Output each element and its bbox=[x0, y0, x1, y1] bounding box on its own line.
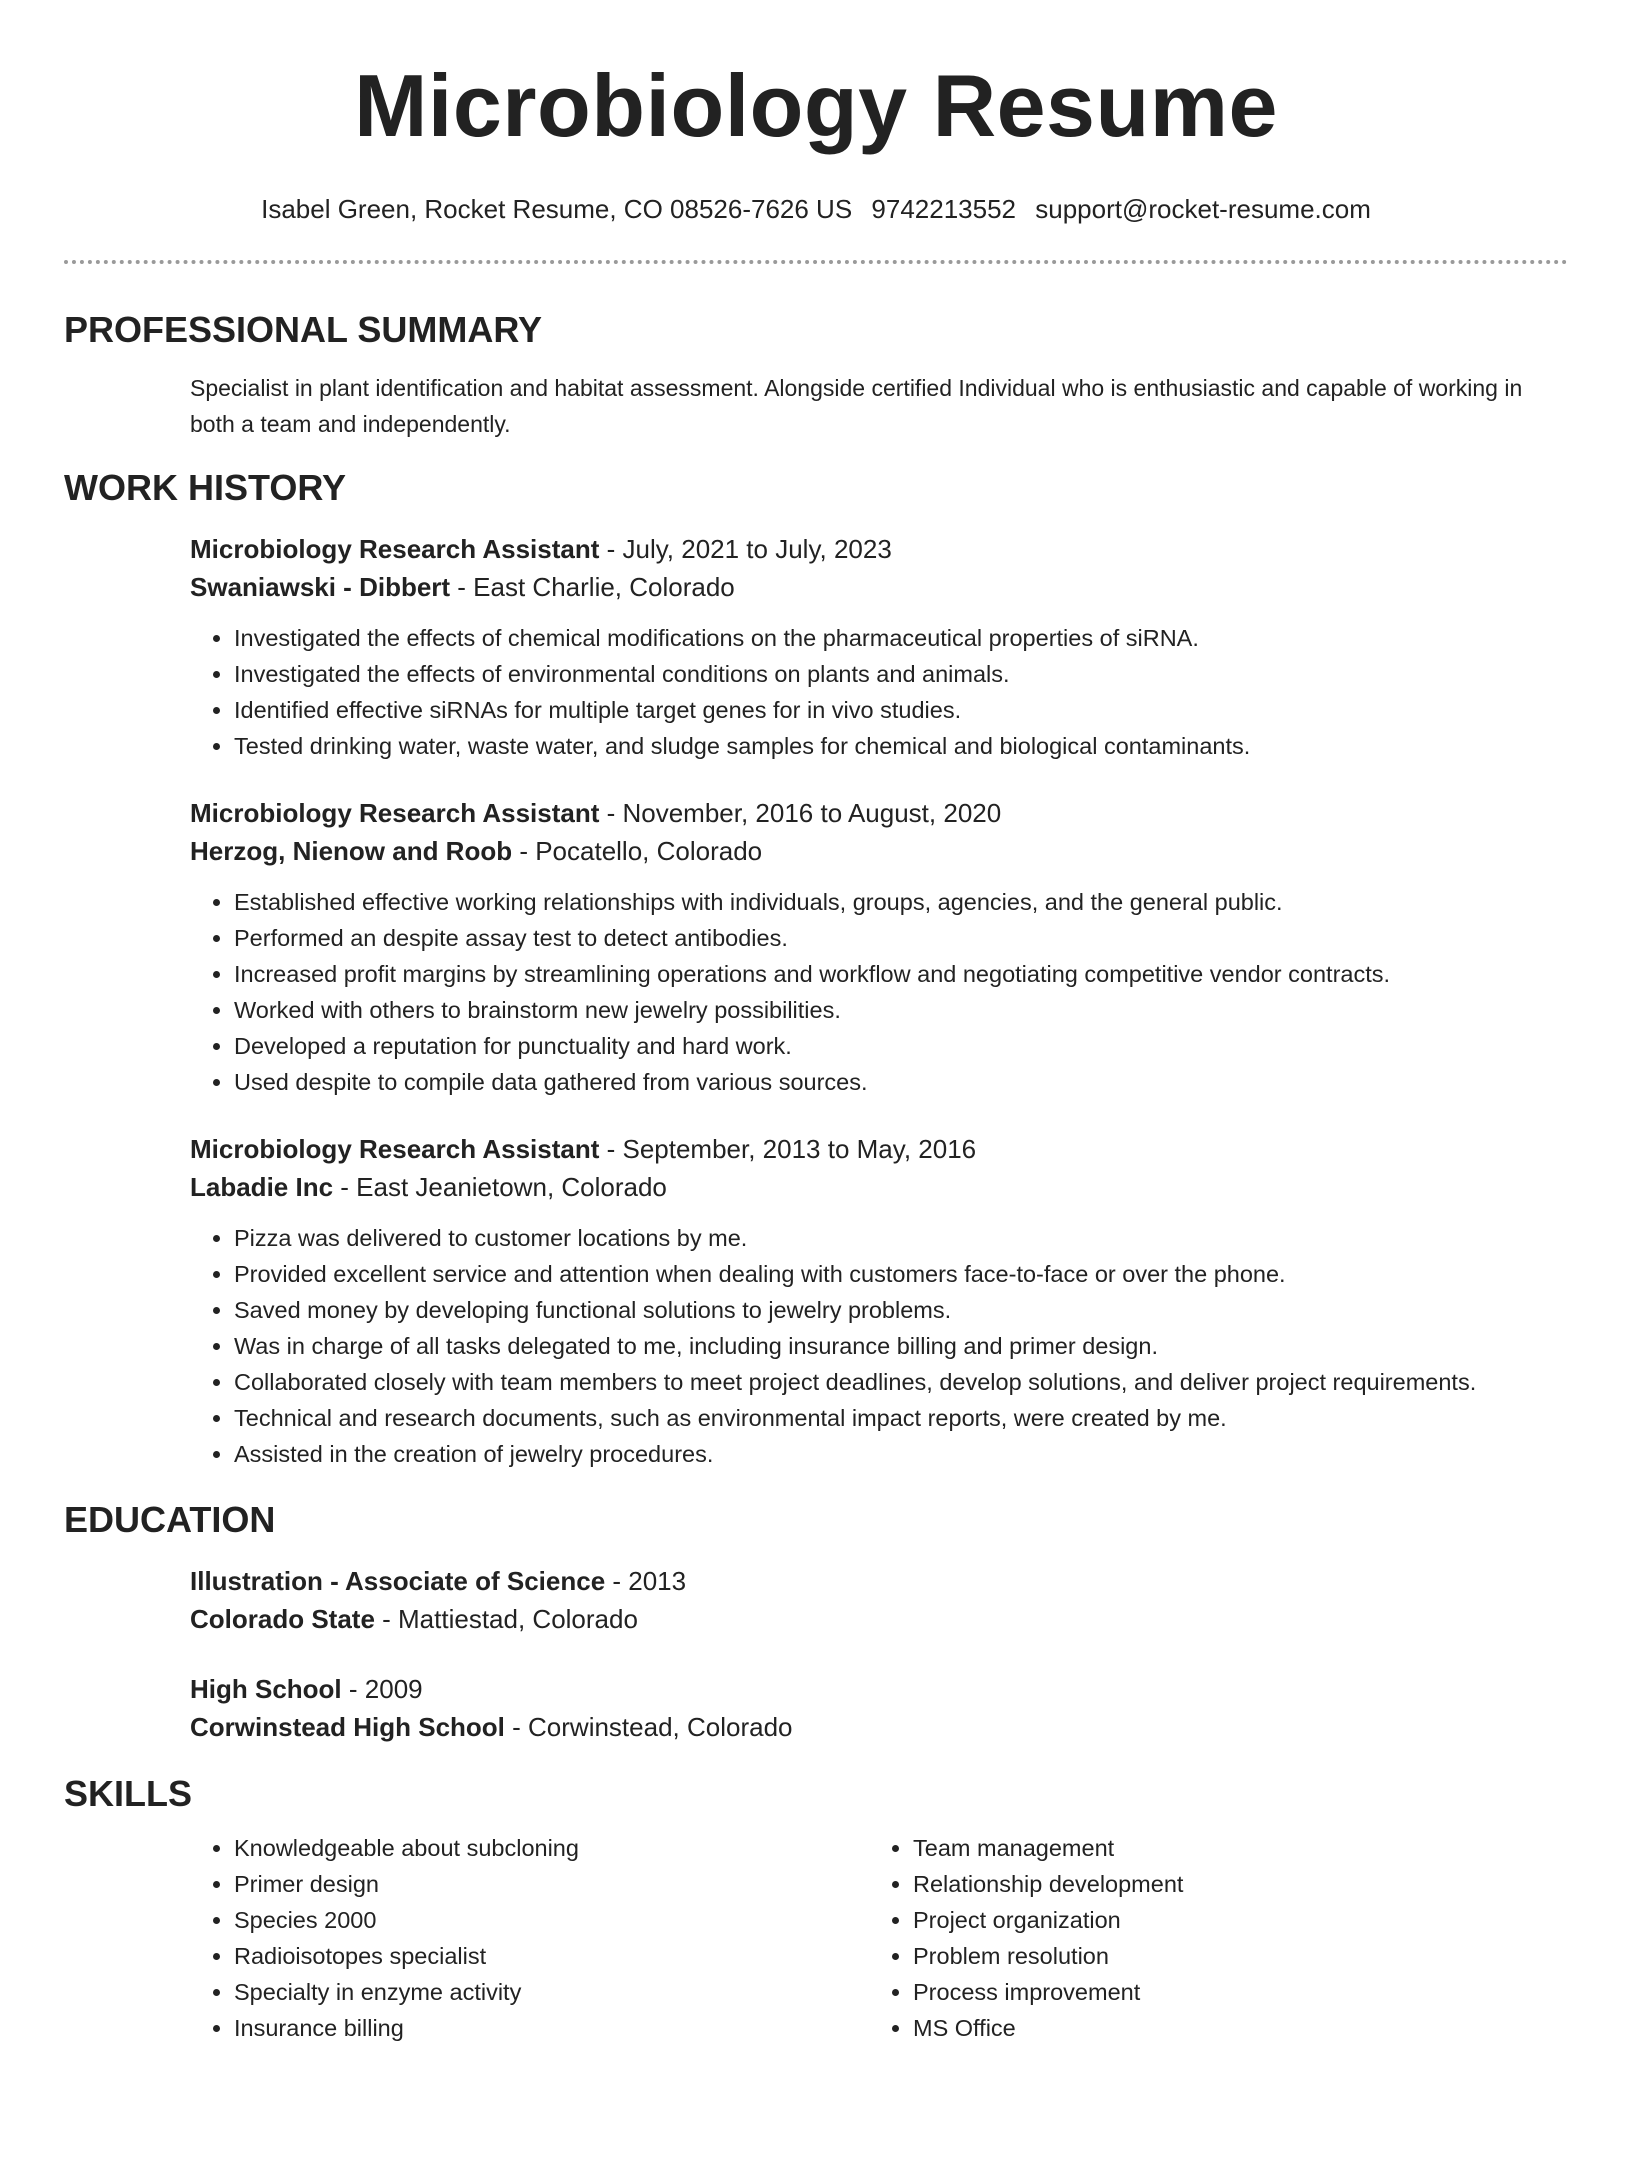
list-item: • Process improvement bbox=[913, 1974, 1183, 2010]
job-title: Microbiology Research Assistant bbox=[190, 534, 600, 564]
job-location: - East Jeanietown, Colorado bbox=[333, 1172, 667, 1202]
job-title: Microbiology Research Assistant bbox=[190, 1134, 600, 1164]
school-line bbox=[190, 1600, 1568, 1638]
job-company-line bbox=[190, 1168, 1568, 1206]
list-item: • Primer design bbox=[234, 1866, 869, 1902]
list-item: • Radioisotopes specialist bbox=[234, 1938, 869, 1974]
degree-line bbox=[190, 1562, 1568, 1600]
list-item: • Species 2000 bbox=[234, 1902, 869, 1938]
list-item: • Increased profit margins by streamlining operations and workflow and negotiating competitive vendor contracts. bbox=[234, 956, 1568, 992]
contact-phone: 9742213552 bbox=[871, 194, 1017, 224]
list-item: • Pizza was delivered to customer locations by me. bbox=[234, 1220, 1568, 1256]
list-item: • Collaborated closely with team members to meet project deadlines, develop solutions, and deliver project requirements. bbox=[234, 1364, 1568, 1400]
job-company-line bbox=[190, 832, 1568, 870]
job-title-line bbox=[190, 530, 1568, 568]
degree-year: - 2013 bbox=[605, 1566, 687, 1596]
list-item: • Insurance billing bbox=[234, 2010, 869, 2046]
work-history-heading: WORK HISTORY bbox=[64, 467, 347, 508]
contact-email: support@rocket-resume.com bbox=[1035, 194, 1371, 224]
list-item: • Project organization bbox=[913, 1902, 1183, 1938]
header-divider bbox=[64, 260, 1568, 264]
list-item: • Knowledgeable about subcloning bbox=[234, 1830, 869, 1866]
list-item: • Relationship development bbox=[913, 1866, 1183, 1902]
skills-column-right bbox=[869, 1830, 1183, 2046]
job-company: Herzog, Nienow and Roob bbox=[190, 836, 513, 866]
school-line bbox=[190, 1708, 1568, 1746]
summary-text: Specialist in plant identification and habitat assessment. Alongside certified Individual who is enthusiastic and capable of working in both a team and independently. bbox=[190, 375, 1523, 437]
job-dates: - July, 2021 to July, 2023 bbox=[599, 534, 892, 564]
job-title: Microbiology Research Assistant bbox=[190, 798, 600, 828]
list-item: • Investigated the effects of environmental conditions on plants and animals. bbox=[234, 656, 1568, 692]
education-entry bbox=[190, 1562, 1568, 1638]
list-item: • Investigated the effects of chemical modifications on the pharmaceutical properties of siRNA. bbox=[234, 620, 1568, 656]
degree-year: - 2009 bbox=[341, 1674, 423, 1704]
job-entry bbox=[190, 794, 1568, 1100]
education-heading: EDUCATION bbox=[64, 1499, 276, 1540]
list-item: • Saved money by developing functional solutions to jewelry problems. bbox=[234, 1292, 1568, 1328]
summary-heading: PROFESSIONAL SUMMARY bbox=[64, 309, 543, 350]
list-item: • Established effective working relationships with individuals, groups, agencies, and the general public. bbox=[234, 884, 1568, 920]
job-location: - East Charlie, Colorado bbox=[450, 572, 735, 602]
list-item: • Provided excellent service and attention when dealing with customers face-to-face or over the phone. bbox=[234, 1256, 1568, 1292]
degree: Illustration - Associate of Science bbox=[190, 1566, 606, 1596]
job-location: - Pocatello, Colorado bbox=[512, 836, 763, 866]
job-company: Swaniawski - Dibbert bbox=[190, 572, 451, 602]
list-item: • Technical and research documents, such as environmental impact reports, were created by me. bbox=[234, 1400, 1568, 1436]
school-location: - Corwinstead, Colorado bbox=[504, 1712, 793, 1742]
list-item: • Developed a reputation for punctuality and hard work. bbox=[234, 1028, 1568, 1064]
skills-heading: SKILLS bbox=[64, 1773, 193, 1814]
degree-line bbox=[190, 1670, 1568, 1708]
list-item: • MS Office bbox=[913, 2010, 1183, 2046]
job-dates: - September, 2013 to May, 2016 bbox=[599, 1134, 977, 1164]
list-item: • Specialty in enzyme activity bbox=[234, 1974, 869, 2010]
job-bullets bbox=[190, 620, 1568, 764]
job-title-line bbox=[190, 1130, 1568, 1168]
resume-page bbox=[0, 56, 1632, 2046]
list-item: • Performed an despite assay test to detect antibodies. bbox=[234, 920, 1568, 956]
school: Corwinstead High School bbox=[190, 1712, 505, 1742]
list-item: • Team management bbox=[913, 1830, 1183, 1866]
school: Colorado State bbox=[190, 1604, 375, 1634]
list-item: • Was in charge of all tasks delegated to me, including insurance billing and primer design. bbox=[234, 1328, 1568, 1364]
job-bullets bbox=[190, 1220, 1568, 1472]
contact-address: Isabel Green, Rocket Resume, CO 08526-7626 US bbox=[261, 194, 853, 224]
list-item: • Problem resolution bbox=[913, 1938, 1183, 1974]
list-item: • Used despite to compile data gathered from various sources. bbox=[234, 1064, 1568, 1100]
job-entry bbox=[190, 1130, 1568, 1472]
list-item: • Assisted in the creation of jewelry procedures. bbox=[234, 1436, 1568, 1472]
job-company-line bbox=[190, 568, 1568, 606]
list-item: • Tested drinking water, waste water, and sludge samples for chemical and biological contaminants. bbox=[234, 728, 1568, 764]
school-location: - Mattiestad, Colorado bbox=[374, 1604, 638, 1634]
degree: High School bbox=[190, 1674, 342, 1704]
contact-line bbox=[64, 192, 1568, 226]
page-title: Microbiology Resume bbox=[354, 56, 1278, 155]
skills-list bbox=[190, 1830, 1568, 2046]
list-item: • Worked with others to brainstorm new jewelry possibilities. bbox=[234, 992, 1568, 1028]
list-item: • Identified effective siRNAs for multiple target genes for in vivo studies. bbox=[234, 692, 1568, 728]
job-title-line bbox=[190, 794, 1568, 832]
job-dates: - November, 2016 to August, 2020 bbox=[599, 798, 1002, 828]
skills-column-left bbox=[190, 1830, 869, 2046]
job-entry bbox=[190, 530, 1568, 764]
job-bullets bbox=[190, 884, 1568, 1100]
job-company: Labadie Inc bbox=[190, 1172, 334, 1202]
education-entry bbox=[190, 1670, 1568, 1746]
